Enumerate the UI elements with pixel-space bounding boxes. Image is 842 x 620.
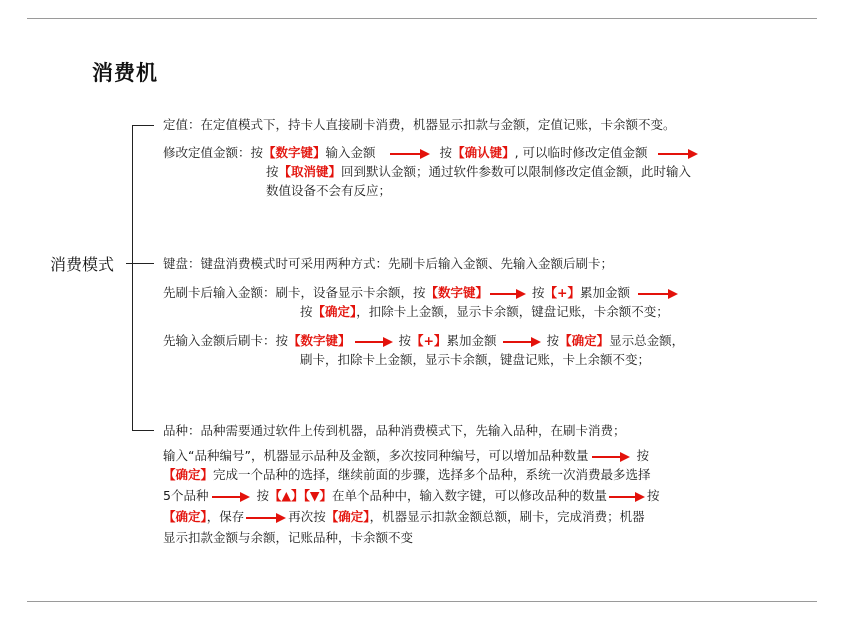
- branch-keyboard: [132, 263, 154, 264]
- top-rule: [27, 18, 817, 19]
- text: 5个品种: [163, 488, 209, 503]
- text: 输入金额: [325, 145, 376, 160]
- text: 再次按: [288, 509, 326, 524]
- variety-line-6: 显示扣款金额与余额，记账品种，卡余额不变: [163, 530, 414, 545]
- keyboard-amount-first: [163, 333, 684, 349]
- text: 输入“品种编号”，机器显示品种及金额，多次按同种编号，可以增加品种数量: [163, 448, 589, 463]
- ok-key-label: 【确定】: [312, 304, 357, 319]
- text: 完成一个品种的选择，继续前面的步骤，选择多个品种，系统一次消费最多选择: [213, 467, 651, 482]
- ok-key-label: 【确定】: [163, 509, 207, 524]
- plus-key-label: 【+】: [411, 333, 447, 348]
- variety-line-3: [163, 467, 651, 483]
- text: 按: [266, 164, 279, 179]
- text: 按: [256, 488, 269, 503]
- text: 按: [636, 448, 649, 463]
- variety-desc: 品种：品种需要通过软件上传到机器，品种消费模式下，先输入品种，在刷卡消费；: [163, 423, 626, 438]
- arrow-icon: [390, 149, 430, 159]
- text: ，扣除卡上金额，显示卡余额，键盘记账，卡余额不变；: [356, 304, 669, 319]
- text: 修改定值金额：按: [163, 145, 264, 160]
- ok-key-label: 【确定】: [325, 509, 370, 524]
- text: 按: [398, 333, 412, 348]
- keyboard-amount-first-cont: 刷卡，扣除卡上金额，显示卡余额，键盘记账，卡上余额不变；: [300, 352, 651, 367]
- text: 先刷卡后输入金额：刷卡，设备显示卡余额，按: [163, 285, 426, 300]
- arrow-icon: [638, 289, 678, 299]
- text: 显示总金额，: [609, 333, 685, 348]
- arrow-icon: [490, 289, 526, 299]
- text: 按: [300, 304, 313, 319]
- confirm-key-label: 【确认键】: [452, 145, 515, 160]
- variety-line-4: [163, 488, 659, 504]
- keyboard-desc: 键盘：键盘消费模式时可采用两种方式：先刷卡后输入金额、先输入金额后刷卡；: [163, 256, 614, 271]
- text: 按: [439, 145, 453, 160]
- arrow-icon: [355, 337, 393, 347]
- fixed-desc: 定值：在定值模式下，持卡人直接刷卡消费，机器显示扣款与金额，定值记账，卡余额不变。: [163, 117, 676, 132]
- ok-key-label: 【确定】: [163, 467, 214, 482]
- variety-line-5: [163, 509, 645, 525]
- keyboard-swipe-first-cont: [300, 304, 669, 320]
- bottom-rule: [27, 601, 817, 602]
- fixed-note: 数值设备不会有反应；: [266, 183, 392, 198]
- text: ，保存: [206, 509, 245, 524]
- number-key-label: 【数字键】: [288, 333, 351, 348]
- text: 累加金额: [446, 333, 497, 348]
- arrow-icon: [609, 492, 645, 502]
- branch-trunk: [132, 125, 133, 430]
- arrow-icon: [503, 337, 541, 347]
- text: ，机器显示扣款金额总额，刷卡，完成消费；机器: [369, 509, 645, 524]
- variety-line-2: [163, 448, 649, 464]
- page-title: 消费机: [92, 61, 158, 85]
- branch-fixed: [132, 125, 154, 126]
- text: 先输入金额后刷卡：按: [163, 333, 289, 348]
- arrow-icon: [658, 149, 698, 159]
- mode-root-label: 消费模式: [50, 255, 115, 274]
- text: 累加金额: [580, 285, 631, 300]
- arrow-icon: [246, 513, 286, 523]
- fixed-cancel-line: [266, 164, 691, 180]
- text: 按: [546, 333, 560, 348]
- up-down-key-label: 【▲】【▼】: [268, 488, 332, 503]
- ok-key-label: 【确定】: [559, 333, 610, 348]
- text: 在单个品种中，输入数字键，可以修改品种的数量: [331, 488, 607, 503]
- arrow-icon: [212, 492, 250, 502]
- text: 按: [646, 488, 660, 503]
- plus-key-label: 【+】: [544, 285, 581, 300]
- text: 回到默认金额；通过软件参数可以限制修改定值金额，此时输入: [341, 164, 692, 179]
- text: 按: [532, 285, 545, 300]
- number-key-label: 【数字键】: [263, 145, 326, 160]
- keyboard-swipe-first: [163, 285, 680, 301]
- cancel-key-label: 【取消键】: [278, 164, 342, 179]
- fixed-modify-line: [163, 145, 700, 161]
- text: , 可以临时修改定值金额: [514, 145, 648, 160]
- arrow-icon: [592, 452, 630, 462]
- branch-variety: [132, 430, 154, 431]
- number-key-label: 【数字键】: [425, 285, 489, 300]
